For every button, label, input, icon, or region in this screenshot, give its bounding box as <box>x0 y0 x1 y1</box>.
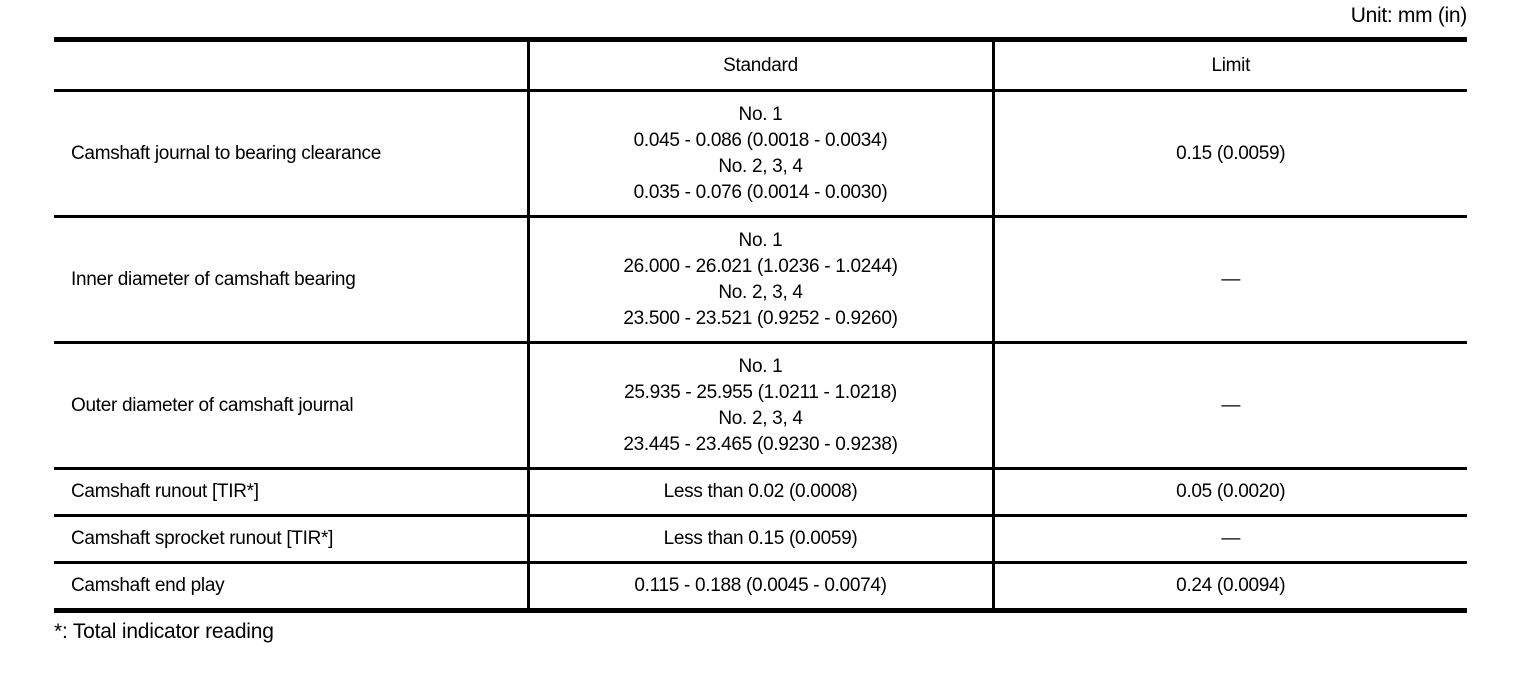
item-cell: Camshaft sprocket runout [TIR*] <box>71 528 334 549</box>
table-row <box>54 217 1467 343</box>
limit-cell: 0.24 (0.0094) <box>993 563 1467 611</box>
standard-cell <box>528 91 993 217</box>
standard-line: 0.045 - 0.086 (0.0018 - 0.0034) <box>633 129 888 151</box>
table-row <box>54 469 1467 516</box>
unit-label: Unit: mm (in) <box>1350 4 1467 27</box>
standard-line: No. 1 <box>738 355 783 377</box>
limit-cell: — <box>993 343 1467 469</box>
standard-cell <box>528 563 993 611</box>
standard-line: No. 2, 3, 4 <box>718 407 803 429</box>
standard-line: 25.935 - 25.955 (1.0211 - 1.0218) <box>624 381 897 403</box>
header-limit: Limit <box>993 40 1467 91</box>
limit-cell: — <box>993 516 1467 563</box>
limit-cell: 0.15 (0.0059) <box>993 91 1467 217</box>
standard-line: 26.000 - 26.021 (1.0236 - 1.0244) <box>623 255 898 277</box>
item-cell: Outer diameter of camshaft journal <box>71 394 354 416</box>
table-row <box>54 91 1467 217</box>
item-cell: Inner diameter of camshaft bearing <box>71 268 356 290</box>
item-cell: Camshaft end play <box>71 575 225 596</box>
standard-line: No. 2, 3, 4 <box>718 155 803 177</box>
item-cell: Camshaft runout [TIR*] <box>71 481 259 502</box>
standard-line: No. 1 <box>738 103 783 125</box>
header-item <box>54 40 528 91</box>
standard-cell <box>528 469 993 516</box>
standard-cell <box>528 343 993 469</box>
camshaft-spec-table <box>54 37 1467 613</box>
standard-line: Less than 0.15 (0.0059) <box>663 528 858 549</box>
table-row <box>54 563 1467 611</box>
footnote: *: Total indicator reading <box>54 620 274 643</box>
header-standard: Standard <box>528 40 993 91</box>
header-row <box>54 40 1467 91</box>
standard-line: 23.445 - 23.465 (0.9230 - 0.9238) <box>623 433 898 455</box>
standard-line: No. 2, 3, 4 <box>718 281 803 303</box>
standard-line: 0.115 - 0.188 (0.0045 - 0.0074) <box>634 575 887 596</box>
standard-cell <box>528 516 993 563</box>
table-row <box>54 343 1467 469</box>
standard-line: 0.035 - 0.076 (0.0014 - 0.0030) <box>633 181 888 203</box>
standard-line: Less than 0.02 (0.0008) <box>663 481 858 502</box>
limit-cell: 0.05 (0.0020) <box>993 469 1467 516</box>
standard-line: 23.500 - 23.521 (0.9252 - 0.9260) <box>623 307 898 329</box>
limit-cell: — <box>993 217 1467 343</box>
table-row <box>54 516 1467 563</box>
item-cell: Camshaft journal to bearing clearance <box>71 142 381 164</box>
standard-cell <box>528 217 993 343</box>
standard-line: No. 1 <box>738 229 783 251</box>
